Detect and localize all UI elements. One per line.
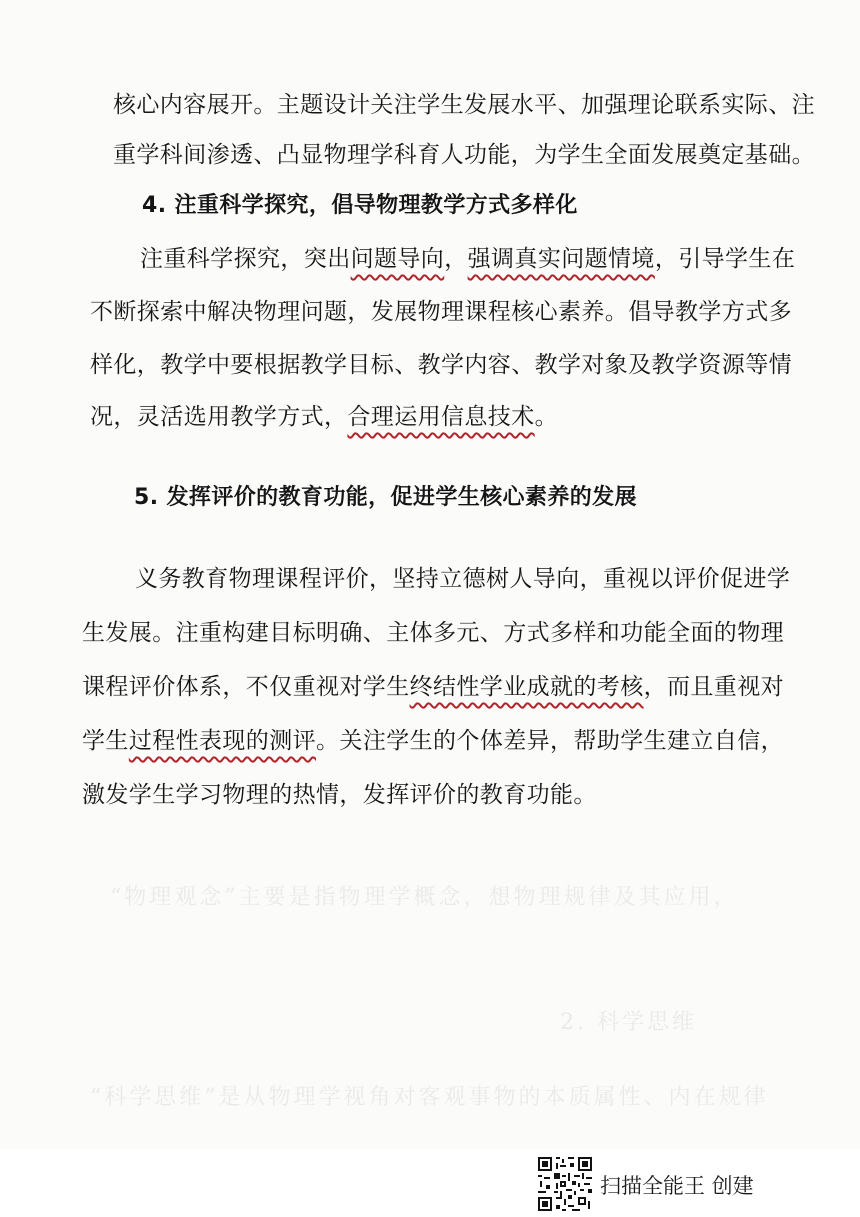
paragraph-line: 重学科间渗透、凸显物理学科育人功能，为学生全面发展奠定基础。 bbox=[113, 142, 815, 168]
text-run: 注重科学探究，突出 bbox=[140, 246, 351, 272]
show-through-text: 2. 科学思维 bbox=[560, 1010, 697, 1035]
underlined-phrase: 强调真实问题情境 bbox=[467, 246, 655, 272]
qr-code-icon bbox=[538, 1157, 592, 1211]
text-run: 。关注学生的个体差异，帮助学生建立自信， bbox=[316, 728, 785, 754]
paragraph-line bbox=[82, 722, 860, 755]
text-run: 况，灵活选用教学方式， bbox=[90, 404, 348, 430]
paragraph-line: 核心内容展开。主题设计关注学生发展水平、加强理论联系实际、注 bbox=[113, 92, 815, 118]
paragraph-line bbox=[140, 240, 860, 273]
underlined-phrase: 问题导向 bbox=[350, 246, 445, 272]
scanner-watermark-bar bbox=[0, 1149, 860, 1217]
paragraph-line: 义务教育物理课程评价，坚持立德树人导向，重视以评价促进学 bbox=[135, 566, 791, 592]
text-run: 课程评价体系，不仅重视对学生 bbox=[82, 674, 410, 700]
underlined-phrase: 合理运用信息技术 bbox=[347, 404, 535, 430]
watermark-text: 扫描全能王 创建 bbox=[600, 1174, 754, 1198]
paragraph-line bbox=[82, 668, 860, 701]
section-heading: 5. 发挥评价的教育功能，促进学生核心素养的发展 bbox=[134, 485, 637, 510]
text-run: ，引导学生在 bbox=[654, 246, 796, 272]
paragraph-line: 样化，教学中要根据教学目标、教学内容、教学对象及教学资源等情 bbox=[90, 352, 792, 378]
paragraph-line bbox=[90, 398, 860, 431]
paragraph-line: 不断探索中解决物理问题，发展物理课程核心素养。倡导教学方式多 bbox=[90, 299, 792, 325]
text-run: 。 bbox=[534, 404, 559, 430]
paragraph-line: 生发展。注重构建目标明确、主体多元、方式多样和功能全面的物理 bbox=[82, 620, 784, 646]
show-through-text: “科学思维”是从物理学视角对客观事物的本质属性、内在规律 bbox=[90, 1085, 769, 1110]
text-run: ， bbox=[444, 246, 468, 272]
paragraph-line: 激发学生学习物理的热情，发挥评价的教育功能。 bbox=[82, 782, 597, 808]
underlined-phrase: 过程性表现的测评 bbox=[128, 728, 317, 754]
section-heading: 4. 注重科学探究，倡导物理教学方式多样化 bbox=[142, 193, 578, 218]
text-run: 学生 bbox=[82, 728, 129, 754]
show-through-text: “物理观念”主要是指物理学概念，想物理规律及其应用， bbox=[110, 885, 739, 910]
text-run: ，而且重视对 bbox=[643, 674, 785, 700]
underlined-phrase: 终结性学业成就的考核 bbox=[409, 674, 644, 700]
